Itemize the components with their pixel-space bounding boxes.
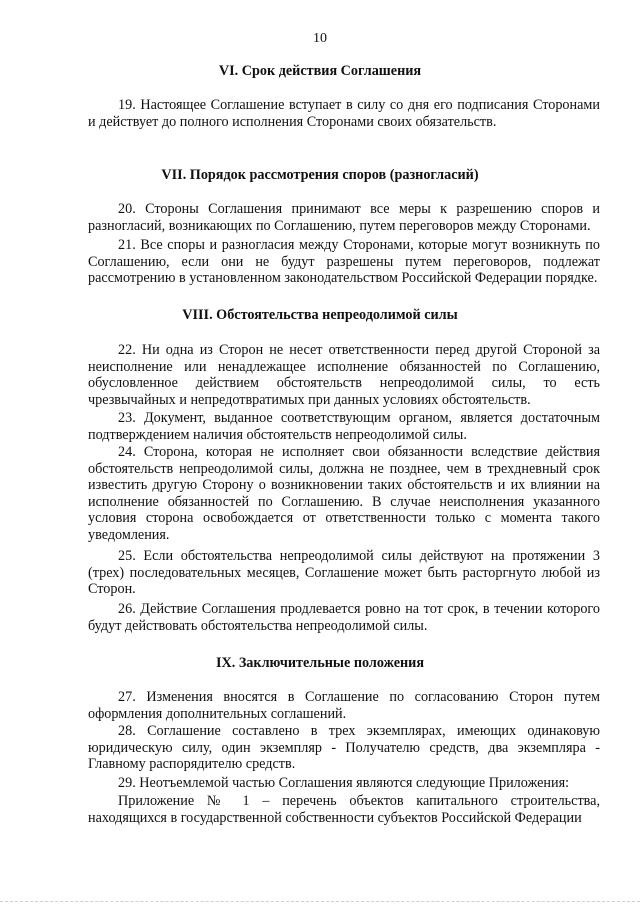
paragraph-29: 29. Неотъемлемой частью Соглашения являются следующие Приложения: — [118, 775, 570, 791]
section-heading-disputes: VII. Порядок рассмотрения споров (разногласий) — [161, 167, 479, 183]
paragraph-26: 26. Действие Соглашения продлевается ровно на тот срок, в течении которого будут действовать обстоятельства непреодолимой силы. — [88, 601, 600, 634]
paragraph-23: 23. Документ, выданное соответствующим органом, является достаточным подтверждением наличия обстоятельств непреодолимой силы. — [88, 410, 600, 443]
paragraph-21: 21. Все споры и разногласия между Сторонами, которые могут возникнуть по Соглашению, если они не будут разрешены путем переговоров, подлежат рассмотрению в установленном законодательством Российской Федерации порядке. — [88, 237, 600, 287]
section-heading-force-majeure: VIII. Обстоятельства непреодолимой силы — [182, 307, 458, 323]
paragraph-27: 27. Изменения вносятся в Соглашение по согласованию Сторон путем оформления дополнительных соглашений. — [88, 689, 600, 722]
paragraph-20: 20. Стороны Соглашения принимают все меры к разрешению споров и разногласий, возникающих по Соглашению, путем переговоров между Сторонами. — [88, 201, 600, 234]
section-heading-final: IX. Заключительные положения — [215, 655, 425, 671]
paragraph-25: 25. Если обстоятельства непреодолимой силы действуют на протяжении 3 (трех) последовательных месяцев, Соглашение может быть расторгнуто любой из Сторон. — [88, 548, 600, 598]
page-number: 10 — [313, 31, 327, 46]
paragraph-22: 22. Ни одна из Сторон не несет ответственности перед другой Стороной за неисполнение или ненадлежащее исполнение обязанностей по Соглашению, обусловленное действием обстоятельств непреодолимой силы, то есть чрезвычайных и непредотвратимых при данных условиях обстоятельств. — [88, 342, 600, 408]
scan-edge-divider — [0, 901, 640, 902]
paragraph-19: 19. Настоящее Соглашение вступает в силу со дня его подписания Сторонами и действует до полного исполнения Сторонами своих обязательств. — [88, 97, 600, 130]
section-heading-term: VI. Срок действия Соглашения — [218, 63, 422, 79]
appendix-1-paragraph: Приложение № 1 – перечень объектов капитального строительства, находящихся в государственной собственности субъектов Российской Федерации — [88, 793, 600, 826]
paragraph-28: 28. Соглашение составлено в трех экземплярах, имеющих одинаковую юридическую силу, один экземпляр - Получателю средств, два экземпляра - Главному распорядителю средств. — [88, 723, 600, 773]
paragraph-24: 24. Сторона, которая не исполняет свои обязанности вследствие действия обстоятельств непреодолимой силы, должна не позднее, чем в трехдневный срок известить другую Сторону о возникновении таких обстоятельств и их влиянии на исполнение обязанностей по Соглашению. В случае неисполнения указанного условия сторона освобождается от ответственности только с момента такого уведомления. — [88, 444, 600, 543]
